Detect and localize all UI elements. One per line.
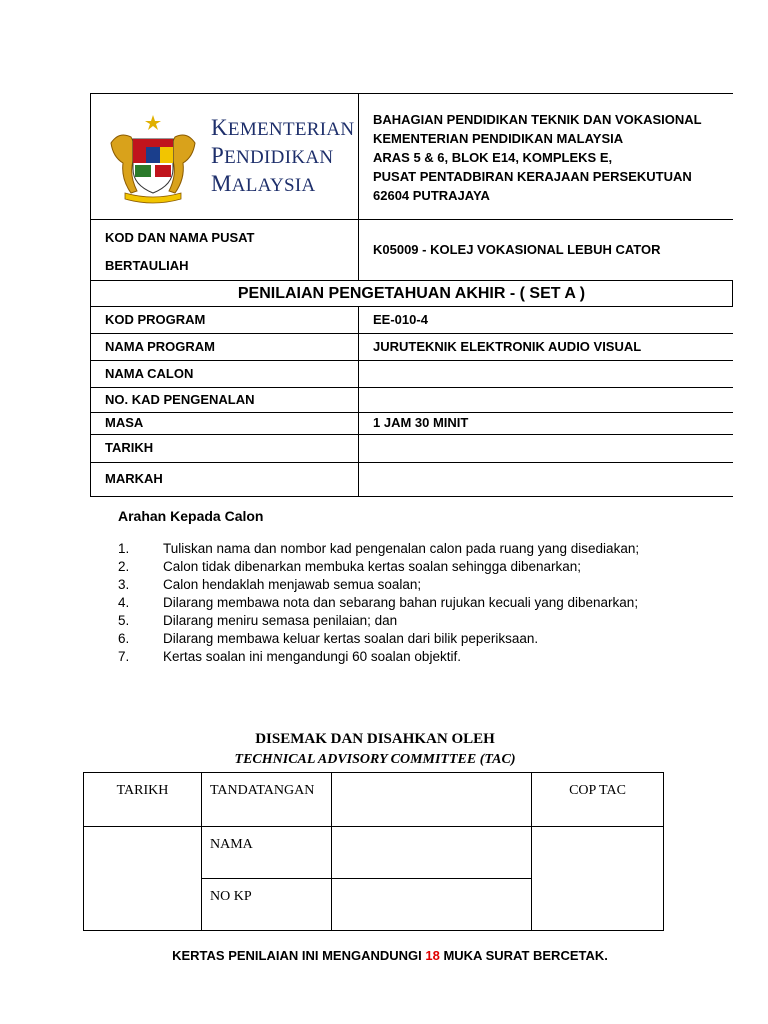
list-item [118, 630, 655, 648]
verification-heading: DISEMAK DAN DISAHKAN OLEH [255, 731, 495, 747]
tac-date-header: TARIKH [84, 773, 202, 827]
field-value[interactable] [359, 388, 733, 413]
field-label: KOD PROGRAM [91, 307, 359, 334]
field-value: JURUTEKNIK ELEKTRONIK AUDIO VISUAL [359, 334, 733, 361]
field-label: MARKAH [91, 463, 359, 497]
list-item [118, 612, 655, 630]
address-line: KEMENTERIAN PENDIDIKAN MALAYSIA [373, 131, 624, 146]
tac-name-box[interactable] [332, 827, 532, 879]
item-text: Dilarang membawa nota dan sebarang bahan rujukan kecuali yang dibenarkan; [163, 595, 639, 610]
address-line: ARAS 5 & 6, BLOK E14, KOMPLEKS E, [373, 150, 613, 165]
item-text: Dilarang membawa keluar kertas soalan dari bilik peperiksaan. [163, 631, 539, 646]
address-line: 62604 PUTRAJAYA [373, 188, 490, 203]
instructions-list [118, 540, 655, 666]
list-item [118, 540, 655, 558]
item-text: Tuliskan nama dan nombor kad pengenalan calon pada ruang yang disediakan; [163, 541, 640, 556]
item-text: Calon tidak dibenarkan membuka kertas soalan sehingga dibenarkan; [163, 559, 582, 574]
centre-value: K05009 - KOLEJ VOKASIONAL LEBUH CATOR [359, 220, 733, 281]
list-item [118, 576, 655, 594]
centre-label-1: KOD DAN NAMA PUSAT [105, 230, 255, 245]
page-count-number: 18 [425, 948, 440, 963]
coat-of-arms-icon [105, 113, 201, 205]
list-item [118, 594, 655, 612]
page-count-suffix: MUKA SURAT BERCETAK. [439, 948, 608, 963]
item-number: 4. [118, 595, 130, 610]
list-item [118, 558, 655, 576]
centre-label-2: BERTAULIAH [105, 258, 189, 273]
tac-stamp-header: COP TAC [532, 773, 664, 827]
field-value: 1 JAM 30 MINIT [359, 413, 733, 435]
tac-name-label: NAMA [202, 827, 332, 879]
field-label: NO. KAD PENGENALAN [91, 388, 359, 413]
logo-line-1: KEMENTERIAN [211, 114, 355, 140]
tac-ic-label: NO KP [202, 879, 332, 931]
field-label: MASA [91, 413, 359, 435]
ministry-logo-text [211, 115, 354, 199]
field-label: NAMA PROGRAM [91, 334, 359, 361]
header-table [90, 93, 733, 497]
logo-line-2: PENDIDIKAN [211, 142, 334, 168]
item-number: 3. [118, 577, 130, 592]
list-item [118, 648, 655, 666]
item-number: 6. [118, 631, 130, 646]
logo-cell [91, 94, 359, 220]
tac-date-box[interactable] [84, 827, 202, 931]
field-label: TARIKH [91, 435, 359, 463]
item-text: Kertas soalan ini mengandungi 60 soalan objektif. [163, 649, 461, 664]
tac-signature-box[interactable] [332, 773, 532, 827]
centre-label-cell [91, 220, 359, 281]
item-text: Calon hendaklah menjawab semua soalan; [163, 577, 422, 592]
address-line: BAHAGIAN PENDIDIKAN TEKNIK DAN VOKASIONAL [373, 112, 702, 127]
assessment-title: PENILAIAN PENGETAHUAN AKHIR - ( SET A ) [91, 281, 733, 307]
item-number: 5. [118, 613, 130, 628]
logo-line-3: MALAYSIA [211, 170, 316, 196]
field-value: EE-010-4 [359, 307, 733, 334]
item-number: 7. [118, 649, 130, 664]
address-line: PUSAT PENTADBIRAN KERAJAAN PERSEKUTUAN [373, 169, 692, 184]
tac-stamp-box[interactable] [532, 827, 664, 931]
tac-signoff-table [83, 772, 664, 931]
field-value[interactable] [359, 463, 733, 497]
instructions-title: Arahan Kepada Calon [118, 508, 264, 524]
verification-committee: TECHNICAL ADVISORY COMMITTEE (TAC) [234, 752, 516, 767]
tac-ic-box[interactable] [332, 879, 532, 931]
field-value[interactable] [359, 435, 733, 463]
item-number: 1. [118, 541, 130, 556]
tac-signature-header: TANDATANGAN [202, 773, 332, 827]
field-value[interactable] [359, 361, 733, 388]
item-number: 2. [118, 559, 130, 574]
page-count-note [90, 948, 690, 963]
page-count-prefix: KERTAS PENILAIAN INI MENGANDUNGI [172, 948, 426, 963]
item-text: Dilarang meniru semasa penilaian; dan [163, 613, 398, 628]
address-cell [359, 94, 733, 220]
field-label: NAMA CALON [91, 361, 359, 388]
